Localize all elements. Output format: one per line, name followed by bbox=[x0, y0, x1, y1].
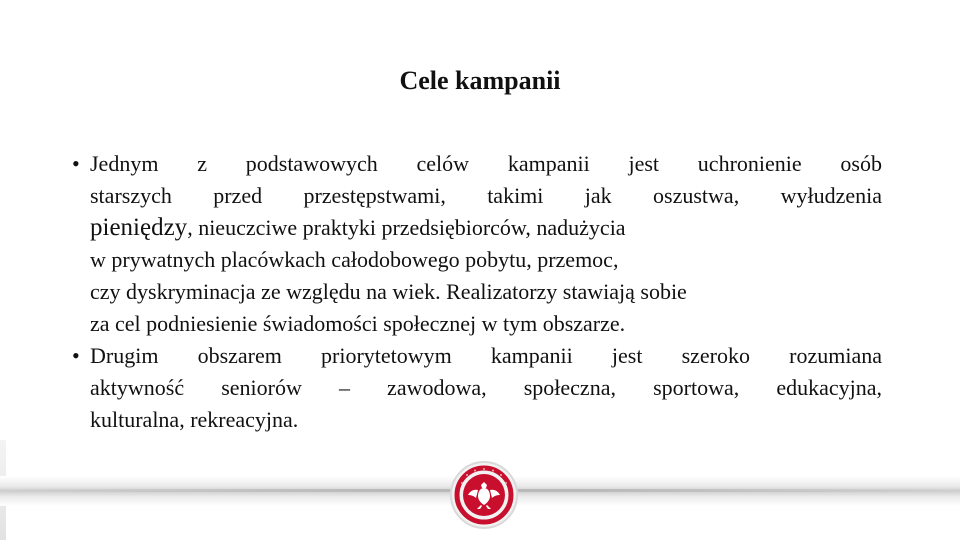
bullet-mark: • bbox=[72, 343, 80, 368]
bullet-line: aktywność seniorów – zawodowa, społeczna, sportowa, edukacyjna, bbox=[90, 375, 882, 400]
bullet-line: za cel podniesienie świadomości społecznej w tym obszarze. bbox=[90, 311, 626, 336]
bullet-item bbox=[72, 148, 882, 340]
bullet-line: czy dyskryminacja ze względu na wiek. Realizatorzy stawiają sobie bbox=[90, 279, 687, 304]
slide-title: Cele kampanii bbox=[399, 66, 561, 95]
bullet-mark: • bbox=[72, 151, 80, 176]
emblem-icon bbox=[449, 460, 519, 530]
bullet-line: w prywatnych placówkach całodobowego pobytu, przemoc, bbox=[90, 247, 619, 272]
emphasized-word: pieniędzy bbox=[90, 214, 188, 241]
bullet-line: starszych przed przestępstwami, takimi jak oszustwa, wyłudzenia bbox=[90, 183, 882, 208]
bullet-line: kulturalna, rekreacyjna. bbox=[90, 407, 299, 432]
bullet-line: Drugim obszarem priorytetowym kampanii jest szeroko rozumiana bbox=[90, 343, 882, 368]
bullet-line bbox=[90, 212, 882, 244]
bullet-list bbox=[72, 148, 882, 436]
bullet-line: Jednym z podstawowych celów kampanii jest uchronienie osób bbox=[90, 151, 882, 176]
bullet-line-rest: , nieuczciwe praktyki przedsiębiorców, nadużycia bbox=[187, 215, 626, 240]
bullet-item bbox=[72, 340, 882, 436]
